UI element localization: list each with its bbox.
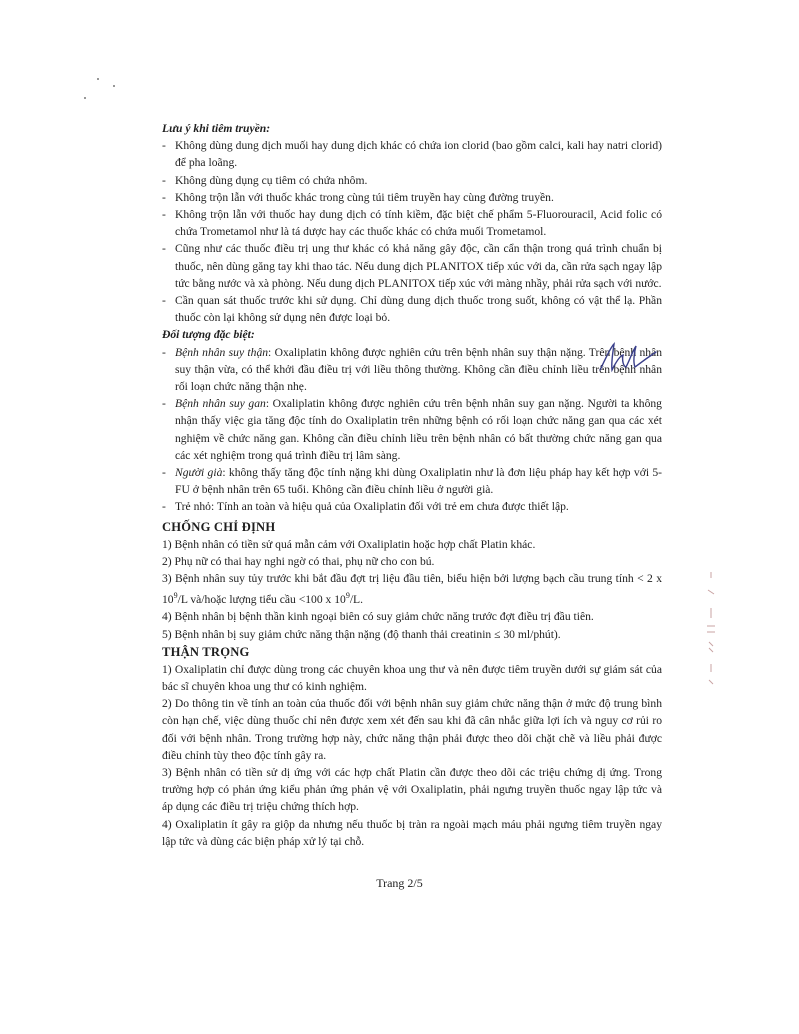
- list-item: - Không dùng dụng cụ tiêm có chứa nhôm.: [162, 172, 662, 189]
- caution-list: [162, 661, 662, 850]
- caution-heading: THẬN TRỌNG: [162, 644, 250, 659]
- document-body: [162, 120, 662, 850]
- special-list: [162, 344, 662, 516]
- item-text: 3) Bệnh nhân suy tủy trước khi bắt đầu đợt trị liệu đầu tiên, biểu hiện bởi lượng bạch cầu trung tính < 2 x 10: [162, 572, 662, 607]
- caution-item: 1) Oxaliplatin chỉ được dùng trong các chuyên khoa ung thư và nên được tiêm truyền dưới sự giám sát của bác sĩ chuyên khoa ung thư có kinh nghiệm.: [162, 662, 662, 693]
- list-item: - Không trộn lẫn với thuốc khác trong cùng túi tiêm truyền hay cùng đường truyền.: [162, 189, 662, 206]
- caution-item: 2) Do thông tin về tính an toàn của thuốc đối với bệnh nhân suy giảm chức năng thận ở mức độ trung bình còn hạn chế, việc dùng thuốc chỉ nên được xem xét đến sau khi đã cân nhắc giữa lợi ích và nguy cơ rủi ro đối với bệnh nhân. Trong trường hợp này, chức năng thận phải được theo dõi chặt chẽ và liều phải được điều chỉnh tùy theo độc tính gây ra.: [162, 697, 662, 762]
- item-text: : Oxaliplatin không được nghiên cứu trên bệnh nhân suy gan nặng. Người ta không nhận thấy việc gia tăng độc tính do Oxaliplatin trên những bệnh có rối loạn chức năng gan qua các xét nghiệm về chức năng gan. Không cần điều chỉnh liều trên bệnh nhân có bất thường chức năng gan qua các xét nghiệm trong quá trình điều trị lâm sàng.: [175, 397, 662, 462]
- list-item: [162, 570, 662, 608]
- caution-item: 4) Oxaliplatin ít gây ra giộp da nhưng nếu thuốc bị tràn ra ngoài mạch máu phải ngưng tiêm truyền ngay lập tức và dùng các biện pháp xử lý tại chỗ.: [162, 817, 662, 848]
- page-number: Trang 2/5: [376, 876, 423, 890]
- scan-speck: [113, 85, 115, 87]
- list-item: [162, 344, 662, 396]
- item-text: /L.: [349, 593, 364, 607]
- note-heading-colon: :: [266, 122, 271, 135]
- list-item: 1) Bệnh nhân có tiền sử quá mẫn cảm với Oxaliplatin hoặc hợp chất Platin khác.: [162, 537, 536, 551]
- item-label: Người già: [175, 466, 223, 480]
- list-item: 5) Bệnh nhân bị suy giảm chức năng thận nặng (độ thanh thải creatinin ≤ 30 ml/phút).: [162, 627, 561, 641]
- superscript: 9: [173, 591, 178, 601]
- contraindication-heading: CHỐNG CHỈ ĐỊNH: [162, 519, 276, 534]
- list-item: 2) Phụ nữ có thai hay nghi ngờ có thai, phụ nữ cho con bú.: [162, 554, 435, 568]
- list-item: [162, 498, 662, 515]
- list-item: - Không dùng dung dịch muối hay dung dịch khác có chứa ion clorid (bao gồm calci, kali hay natri clorid) để pha loãng.: [162, 137, 662, 171]
- note-list: [162, 137, 662, 326]
- item-text: /L và/hoặc lượng tiểu cầu <100 x 10: [177, 593, 346, 607]
- list-item: [162, 395, 662, 464]
- list-item: - Không trộn lẫn với thuốc hay dung dịch có tính kiềm, đặc biệt chế phẩm 5-Fluorouracil, Acid folic có chứa Trometamol như là tá dược hay các thuốc khác có chứa muối Trometamol.: [162, 206, 662, 240]
- special-heading: Đối tượng đặc biệt:: [162, 328, 255, 342]
- item-label: Bệnh nhân suy gan: [175, 397, 266, 411]
- note-heading: [162, 120, 662, 137]
- scan-speck: [84, 97, 86, 99]
- list-item: - Cũng như các thuốc điều trị ung thư khác có khả năng gây độc, cần cẩn thận trong quá trình chuẩn bị thuốc, nên dùng găng tay khi thao tác. Nếu dung dịch PLANITOX tiếp xúc với da, cần rửa sạch ngay lập tức bằng nước và xà phòng. Nếu dung dịch PLANITOX tiếp xúc với màng nhầy, phải rửa sạch với nước.: [162, 240, 662, 292]
- scan-speck: [97, 78, 99, 80]
- item-label: Bệnh nhân suy thận: [175, 345, 269, 359]
- margin-stamp-mark: [703, 568, 719, 693]
- item-text: Trẻ nhỏ: Tính an toàn và hiệu quả của Oxaliplatin đối với trẻ em chưa được thiết lập.: [175, 500, 569, 514]
- caution-item: 3) Bệnh nhân có tiền sử dị ứng với các hợp chất Platin cần được theo dõi các triệu chứng dị ứng. Trong trường hợp có phản ứng kiểu phản ứng phản vệ với Oxaliplatin, phải ngưng truyền thuốc ngay lập tức và áp dụng các điều trị triệu chứng thích hợp.: [162, 765, 662, 814]
- superscript: 9: [345, 591, 350, 601]
- list-item: [162, 464, 662, 498]
- list-item: - Cần quan sát thuốc trước khi sử dụng. Chỉ dùng dung dịch thuốc trong suốt, không có vật thể lạ. Phần thuốc còn lại không sử dụng nên được loại bỏ.: [162, 292, 662, 326]
- handwritten-signature: [596, 340, 666, 379]
- note-heading-text: Lưu ý khi tiêm truyền: [162, 122, 267, 135]
- list-item: 4) Bệnh nhân bị bệnh thần kinh ngoại biên có suy giảm chức năng trước đợt điều trị đầu tiên.: [162, 610, 594, 624]
- contraindication-list: [162, 536, 662, 643]
- item-text: : không thấy tăng độc tính nặng khi dùng Oxaliplatin như là đơn liệu pháp hay kết hợp với 5-FU ở bệnh nhân trên 65 tuổi. Không cần điều chỉnh liều ở người già.: [175, 466, 663, 497]
- item-text: : Oxaliplatin không được nghiên cứu trên bệnh nhân suy thận nặng. Trên bệnh nhân suy thận vừa, có thể khởi đầu điều trị với liều thông thường. Không cần điều chỉnh liều trên bệnh nhân rối loạn chức năng thận nhẹ.: [175, 345, 662, 394]
